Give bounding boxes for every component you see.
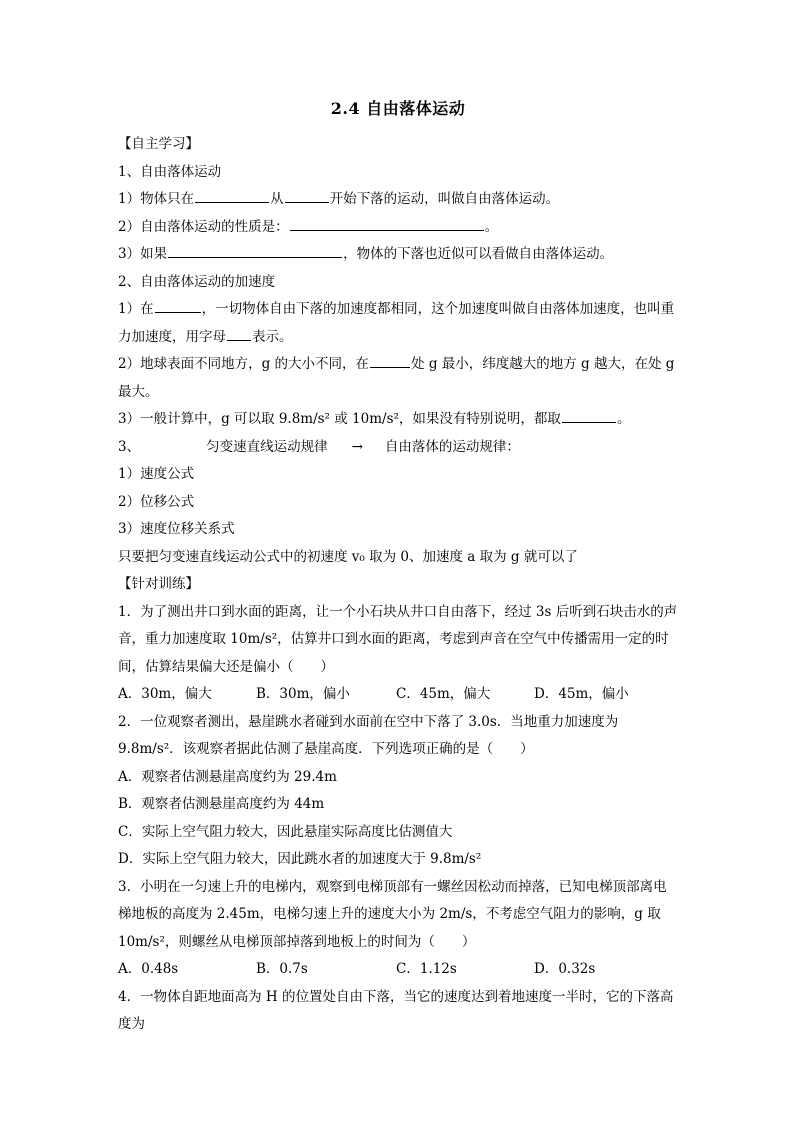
option: B．观察者估测悬崖高度约为 44m <box>118 796 325 812</box>
blank <box>168 243 342 258</box>
option: D．0.32s <box>534 961 596 977</box>
question-1-options <box>118 681 678 709</box>
blank <box>195 188 269 203</box>
fill-line-5: 2）地球表面不同地方，g 的大小不同，在 处 g 最小，纬度越大的地方 g 越大，在处 g 最大。 <box>118 351 678 406</box>
fill-line-1: 1）物体只在 从 开始下落的运动，叫做自由落体运动。 <box>118 186 678 214</box>
option: A．30m，偏大 <box>118 686 212 702</box>
blank <box>155 298 201 313</box>
section-header-self-study: 【自主学习】 <box>118 136 199 152</box>
question-3-options <box>118 956 678 984</box>
section-header-practice: 【针对训练】 <box>118 576 199 592</box>
question-3: 3．小明在一匀速上升的电梯内，观察到电梯顶部有一螺丝因松动而掉落，已知电梯顶部离电梯地板的高度为 2.45m，电梯匀速上升的速度大小为 2m/s，不考虑空气阻力的影响，g 取 10m/s²，则螺丝从电梯顶部掉落到地板上的时间为（ ） <box>118 878 667 950</box>
blank <box>227 326 251 341</box>
option: C．45m，偏大 <box>396 686 491 702</box>
rule-velocity-displacement: 3）速度位移关系式 <box>118 521 235 537</box>
fill-line-4: 1）在 ，一切物体自由下落的加速度都相同，这个加速度叫做自由落体加速度，也叫重力加速度，用字母 表示。 <box>118 296 678 351</box>
blank <box>290 216 484 231</box>
option: D．45m，偏小 <box>534 686 629 702</box>
topic-acceleration: 2、自由落体运动的加速度 <box>118 273 276 290</box>
fill-line-2: 2）自由落体运动的性质是： 。 <box>118 214 678 242</box>
document-page <box>118 96 678 1039</box>
rule-velocity: 1）速度公式 <box>118 466 195 482</box>
blank <box>562 408 616 423</box>
summary-note: 只要把匀变速直线运动公式中的初速度 v₀ 取为 0、加速度 a 取为 g 就可以了 <box>118 548 578 565</box>
question-1: 1．为了测出井口到水面的距离，让一个小石块从井口自由落下，经过 3s 后听到石块击水的声音，重力加速度取 10m/s²，估算井口到水面的距离，考虑到声音在空气中传播需用一定的时间，估算结果偏大还是偏小（ ） <box>118 603 678 675</box>
arrow-right-icon: → <box>351 438 363 455</box>
blank <box>370 353 410 368</box>
option: D．实际上空气阻力较大，因此跳水者的加速度大于 9.8m/s² <box>118 851 482 867</box>
option: B．0.7s <box>256 961 308 977</box>
fill-line-6: 3）一般计算中，g 可以取 9.8m/s² 或 10m/s²，如果没有特别说明，都取 。 <box>118 406 678 434</box>
option: C．实际上空气阻力较大，因此悬崖实际高度比估测值大 <box>118 823 453 840</box>
option: A．观察者估测悬崖高度约为 29.4m <box>118 768 337 785</box>
topic-free-fall: 1、自由落体运动 <box>118 163 222 180</box>
rule-displacement: 2）位移公式 <box>118 493 195 510</box>
option: B．30m，偏小 <box>256 686 350 702</box>
blank <box>285 188 329 203</box>
page-title: 2.4 自由落体运动 <box>330 99 466 118</box>
question-4: 4．一物体自距地面高为 H 的位置处自由下落，当它的速度达到着地速度一半时，它的下落高度为 <box>118 988 674 1032</box>
fill-line-3: 3）如果 ，物体的下落也近似可以看做自由落体运动。 <box>118 241 678 269</box>
topic-rules: 3、 匀变速直线运动规律 → 自由落体的运动规律： <box>118 438 520 455</box>
option: A．0.48s <box>118 961 179 977</box>
question-2: 2．一位观察者测出，悬崖跳水者碰到水面前在空中下落了 3.0s．当地重力加速度为 9.8m/s²．该观察者据此估测了悬崖高度．下列选项正确的是（ ） <box>118 713 619 757</box>
option: C．1.12s <box>396 961 457 977</box>
